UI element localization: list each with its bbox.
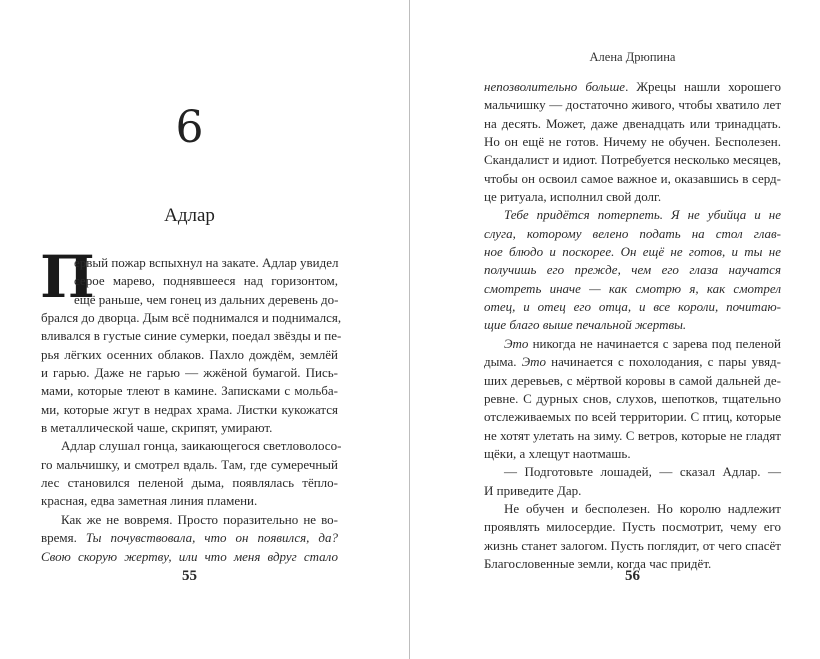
text: И приведите Дар. <box>484 482 582 498</box>
text: го мальчишку, и смотрел вдаль. Там, где сумеречный <box>41 456 338 472</box>
text-line <box>41 474 338 492</box>
italic-text: получишь его прежде, чем его глаза научатся <box>484 262 781 278</box>
text: ми, которые жгут в недрах храма. Листки кукожатся <box>41 401 338 417</box>
italic-text: непозволительно больше <box>484 79 626 94</box>
text-line <box>41 382 338 400</box>
italic-text: Свою скорую жертву, или что меня вдруг стало <box>41 548 338 564</box>
text-line <box>484 427 781 445</box>
text-line <box>484 96 781 114</box>
running-header: Алена Дрюпина <box>589 50 676 64</box>
text: мальчишку — достаточно живого, чтобы хватило лет <box>484 97 781 113</box>
text-line <box>484 243 781 261</box>
italic-text: щие благо выше печальной жертвы. <box>484 317 687 333</box>
text-line <box>484 408 781 426</box>
text: ещё раньше, чем гонец из дальних деревень до- <box>74 291 339 307</box>
chapter-number: 6 <box>175 102 204 153</box>
text-line <box>484 225 781 243</box>
right-page <box>410 0 820 659</box>
text: Но он ещё не готов. Ничему не обучен. Бесполезен. <box>484 134 781 150</box>
text-line <box>484 500 781 518</box>
text: Адлар слушал гонца, заикающегося светловолосо- <box>61 438 342 454</box>
page-number-right: 56 <box>625 568 640 584</box>
italic-text: Ты почувствовала, что он появился, да? <box>85 530 339 546</box>
text: красная, едва заметная линия пламени. <box>41 493 258 509</box>
text-line <box>484 482 781 500</box>
text: рья лёгких осенних облаков. Пахло дождём, землёй <box>41 346 338 362</box>
text: проявлять милосердие. Пусть посмотрит, чему его <box>484 519 781 535</box>
text: жизнь станет залогом. Пусть поглядит, от чего спасёт <box>484 537 781 553</box>
text-line <box>484 280 781 298</box>
text-line <box>484 372 781 390</box>
left-body-text <box>40 243 342 566</box>
text-line <box>484 151 781 169</box>
text-line <box>484 445 781 463</box>
text-line <box>41 309 342 327</box>
text-line <box>41 364 338 382</box>
text: на десять. Может, даже двенадцать или тринадцать. <box>484 115 781 131</box>
text: Скандалист и идиот. Потребуется несколько месяцев, <box>484 152 781 168</box>
text-line <box>41 456 338 474</box>
text-line <box>484 390 781 408</box>
text: лес становился пеленой дыма, появлялась тёпло- <box>41 475 338 491</box>
text-line <box>41 511 338 529</box>
text: ервый пожар вспыхнул на закате. Адлар увидел <box>74 255 339 270</box>
text: время. <box>41 530 86 546</box>
text-line <box>41 401 338 419</box>
text-line <box>41 327 342 345</box>
text: никогда не начинается с зарева под пеленой <box>528 335 781 351</box>
text: отслеживаемых по всей территории. С птиц, которые <box>484 409 781 425</box>
text-line <box>484 261 781 279</box>
text-line <box>484 206 781 224</box>
text-line <box>41 548 338 566</box>
text: и гарью. Даже не гарью — жжёной бумагой. Пись- <box>41 365 338 381</box>
text: ших деревьев, с мёртвой коровы в самой дальней де- <box>484 372 781 388</box>
drop-cap: П <box>40 243 95 311</box>
text-line <box>484 463 781 481</box>
text: дыма. <box>484 354 522 370</box>
text-line <box>41 272 338 290</box>
text-line <box>484 133 781 151</box>
text: щёки, а хлещут наотмашь. <box>484 445 631 461</box>
text-line <box>41 346 338 364</box>
text: брался до дворца. Дым всё поднимался и поднимался, <box>41 310 342 326</box>
text: чтобы он освоил самое важное и, оказавшись в серд- <box>484 170 781 186</box>
text-line <box>41 529 338 547</box>
text: в металлической чаше, скрипят, умирают. <box>41 420 273 436</box>
text: начинается с похолодания, с пары увяд- <box>546 354 781 370</box>
text-line <box>484 316 781 334</box>
italic-text: смотреть иначе — как смотрю я, как смотрел <box>484 280 781 296</box>
text-line <box>484 170 781 188</box>
text: це ритуала, исполнил свой долг. <box>484 189 662 205</box>
italic-text: слуга, которому велено подать на стол глав- <box>484 225 781 241</box>
text: не хотят улетать на зиму. С ветров, которые не гладят <box>484 427 781 443</box>
text-line <box>484 335 781 353</box>
text: мами, которые тлеют в камине. Записками с мольба- <box>41 383 338 399</box>
page-number-left: 55 <box>182 568 197 584</box>
text-line <box>484 353 781 371</box>
chapter-title: Адлар <box>164 205 215 226</box>
text: . Жрецы нашли хорошего <box>625 79 782 94</box>
text-line <box>41 419 338 437</box>
text-line <box>41 291 338 309</box>
italic-text: ное блюдо и поскорее. Он ещё не готов, и ты не <box>484 244 781 260</box>
text-line <box>484 115 781 133</box>
right-body-text <box>484 78 781 573</box>
text: — Подготовьте лошадей, — сказал Адлар. — <box>504 464 781 480</box>
text: вливался в густые синие сумерки, поедал звёзды и пе- <box>41 328 342 344</box>
text: серое марево, поднявшееся над горизонтом, <box>74 273 338 289</box>
text-line <box>484 518 781 536</box>
italic-text: Тебе придётся потерпеть. Я не убийца и не <box>504 207 781 223</box>
text-line <box>484 78 781 96</box>
text-line <box>41 254 338 272</box>
text-line <box>484 298 781 316</box>
text: Как же не вовремя. Просто поразительно не во- <box>61 511 338 527</box>
italic-text: Это <box>504 335 529 351</box>
text: ревне. С дурных снов, слухов, шепотков, тщательно <box>484 390 781 406</box>
text-line <box>41 492 338 510</box>
text: Не обучен и бесполезен. Но королю надлежит <box>504 500 781 516</box>
text-line <box>484 188 781 206</box>
italic-text: отец, и отец его отца, и все короли, почитаю- <box>484 299 781 315</box>
text-line <box>484 537 781 555</box>
text: Благословенные земли, когда час придёт. <box>484 555 712 571</box>
text-line <box>41 437 342 455</box>
italic-text: Это <box>521 354 547 370</box>
